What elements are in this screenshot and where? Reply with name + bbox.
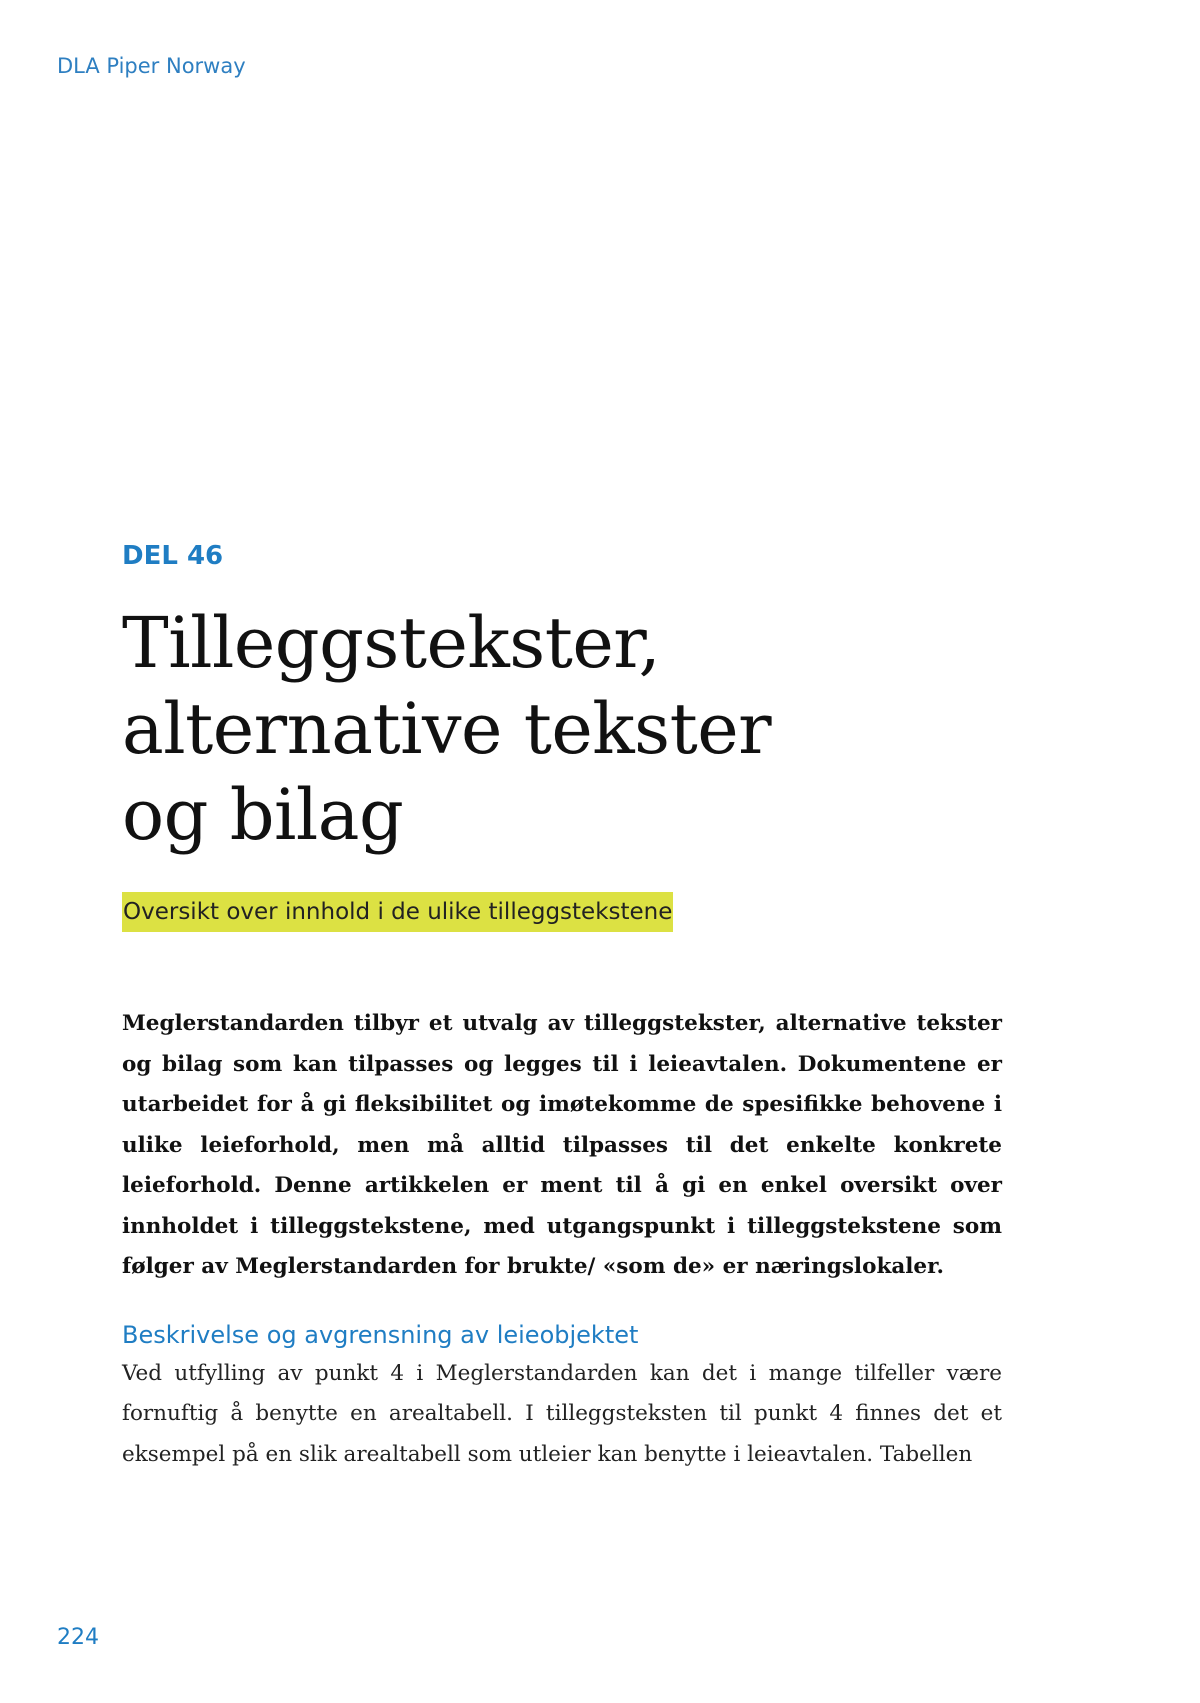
running-header: DLA Piper Norway — [57, 54, 246, 78]
article-content — [122, 538, 1002, 1475]
page-title — [122, 600, 1002, 858]
body-paragraph: Ved utfylling av punkt 4 i Meglerstandarden kan det i mange tilfeller være fornuftig å benytte en arealtabell. I tilleggsteksten til punkt 4 finnes det et eksempel på en slik arealtabell som utleier kan benytte i leieavtalen. Tabellen — [122, 1360, 1002, 1467]
title-line: alternative tekster — [122, 688, 772, 770]
page-number: 224 — [57, 1625, 99, 1650]
highlighted-subtitle: Oversikt over innhold i de ulike tilleggstekstene — [122, 892, 673, 932]
subsection-heading: Beskrivelse og avgrensning av leieobjektet — [122, 1320, 639, 1349]
section-label: DEL 46 — [122, 541, 224, 571]
title-line: og bilag — [122, 774, 404, 856]
subtitle-container — [122, 892, 1002, 932]
lead-paragraph: Meglerstandarden tilbyr et utvalg av tilleggstekster, alternative tekster og bilag som kan tilpasses og legges til i leieavtalen. Dokumentene er utarbeidet for å gi fleksibilitet og imøtekomme de spesifikke behovene i ulike leieforhold, men må alltid tilpasses til det enkelte konkrete leieforhold. Denne artikkelen er ment til å gi en enkel oversikt over innholdet i tilleggstekstene, med utgangspunkt i tilleggstekstene som følger av Meglerstandarden for brukte/ «som de» er næringslokaler. — [122, 1011, 1002, 1279]
title-line: Tilleggstekster, — [122, 602, 661, 684]
